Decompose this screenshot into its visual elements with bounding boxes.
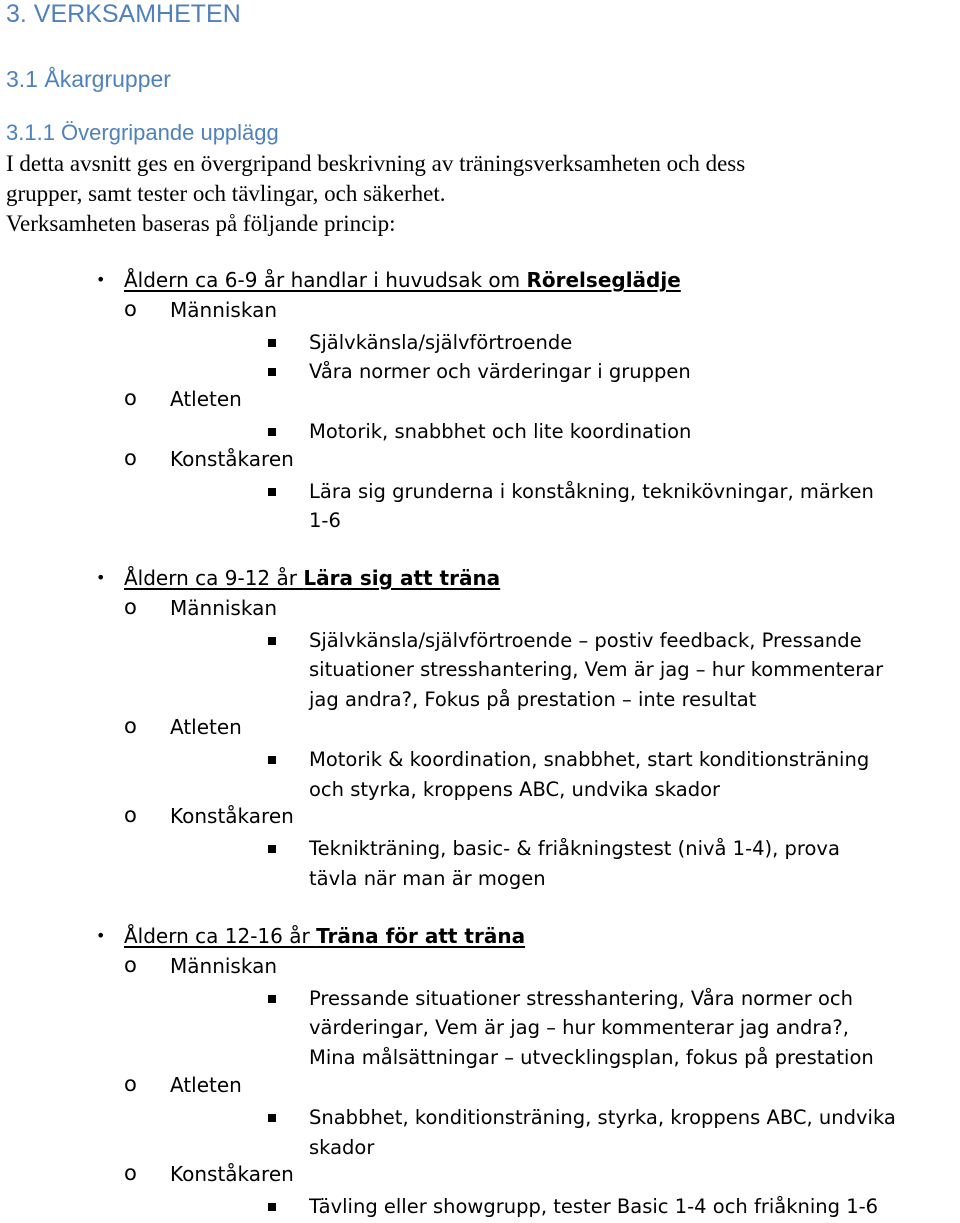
sub-item-line: Tävling eller showgrupp, tester Basic 1-4 och friåkning 1-6 bbox=[309, 1195, 879, 1219]
bullet-icon: • bbox=[96, 270, 106, 289]
bullet-icon: • bbox=[96, 926, 106, 945]
sub-item-line: Självkänsla/självförtroende – postiv feedback, Pressande bbox=[309, 628, 862, 652]
square-bullet-icon bbox=[268, 637, 276, 645]
age-group-text: Åldern ca 9-12 år bbox=[124, 566, 304, 590]
heading-3: 3.1.1 Övergripande upplägg bbox=[6, 120, 279, 145]
sub-item-line: värderingar, Vem är jag – hur kommenterar jag andra?, bbox=[309, 1016, 849, 1040]
category-label: Människan bbox=[170, 953, 278, 978]
age-group-focus: Lära sig att träna bbox=[303, 566, 501, 590]
age-group-heading bbox=[124, 566, 500, 590]
sub-item-line: tävla när man är mogen bbox=[309, 867, 546, 890]
sub-item-line: skador bbox=[309, 1135, 375, 1159]
sub-item-line: situationer stresshantering, Vem är jag – hur kommenterar bbox=[309, 658, 884, 682]
sub-item-line: Teknikträning, basic- & friåkningstest (nivå 1-4), prova bbox=[309, 837, 840, 861]
age-group-text: Åldern ca 12-16 år bbox=[124, 924, 317, 948]
circle-bullet-icon: o bbox=[124, 594, 137, 619]
age-group-focus: Träna för att träna bbox=[316, 924, 526, 948]
square-bullet-icon bbox=[268, 488, 276, 496]
square-bullet-icon bbox=[268, 1203, 276, 1211]
square-bullet-icon bbox=[268, 756, 276, 764]
category-label: Konståkaren bbox=[170, 1162, 294, 1187]
age-group-heading bbox=[124, 268, 681, 292]
circle-bullet-icon: o bbox=[124, 952, 137, 977]
circle-bullet-icon: o bbox=[124, 386, 137, 411]
square-bullet-icon bbox=[268, 845, 276, 853]
square-bullet-icon bbox=[268, 368, 276, 376]
age-group-focus: Rörelseglädje bbox=[526, 268, 681, 292]
sub-item-line: och styrka, kroppens ABC, undvika skador bbox=[309, 777, 721, 801]
intro-paragraph bbox=[6, 149, 956, 239]
sub-item-line: Våra normer och värderingar i gruppen bbox=[309, 360, 691, 384]
category-label: Människan bbox=[170, 297, 278, 322]
intro-line: Verksamheten baseras på följande princip: bbox=[6, 211, 396, 236]
sub-item-line: Pressande situationer stresshantering, Våra normer och bbox=[309, 986, 854, 1010]
intro-line: I detta avsnitt ges en övergripand beskrivning av träningsverksamheten och dess bbox=[6, 151, 746, 176]
category-label: Atleten bbox=[170, 387, 242, 412]
sub-item-line: Snabbhet, konditionsträning, styrka, kroppens ABC, undvika bbox=[309, 1105, 896, 1129]
age-group-text: Åldern ca 6-9 år handlar i huvudsak om bbox=[124, 268, 527, 292]
category-label: Atleten bbox=[170, 1073, 242, 1097]
circle-bullet-icon: o bbox=[124, 445, 137, 470]
circle-bullet-icon: o bbox=[124, 1161, 137, 1186]
sub-item-line: Självkänsla/självförtroende bbox=[309, 330, 573, 354]
bullet-icon: • bbox=[96, 568, 106, 587]
circle-bullet-icon: o bbox=[124, 803, 137, 828]
heading-1: 3. VERKSAMHETEN bbox=[6, 0, 241, 28]
circle-bullet-icon: o bbox=[124, 296, 137, 321]
heading-2: 3.1 Åkargrupper bbox=[6, 66, 171, 92]
sub-item-line: Mina målsättningar – utvecklingsplan, fokus på prestation bbox=[309, 1046, 874, 1070]
category-label: Konståkaren bbox=[170, 446, 294, 471]
square-bullet-icon bbox=[268, 428, 276, 436]
sub-item-line: Lära sig grunderna i konståkning, teknikövningar, märken bbox=[309, 479, 874, 503]
category-label: Atleten bbox=[170, 715, 242, 739]
square-bullet-icon bbox=[268, 339, 276, 347]
sub-item-line: 1-6 bbox=[309, 509, 341, 533]
square-bullet-icon bbox=[268, 995, 276, 1003]
sub-item-line: Motorik, snabbhet och lite koordination bbox=[309, 420, 692, 443]
category-label: Konståkaren bbox=[170, 804, 294, 829]
circle-bullet-icon: o bbox=[124, 1072, 137, 1096]
sub-item-line: jag andra?, Fokus på prestation – inte resultat bbox=[309, 688, 757, 712]
square-bullet-icon bbox=[268, 1114, 276, 1122]
intro-line: grupper, samt tester och tävlingar, och säkerhet. bbox=[6, 181, 446, 206]
age-group-heading bbox=[124, 924, 525, 948]
category-label: Människan bbox=[170, 595, 278, 620]
circle-bullet-icon: o bbox=[124, 714, 137, 738]
sub-item-line: Motorik & koordination, snabbhet, start konditionsträning bbox=[309, 747, 870, 771]
